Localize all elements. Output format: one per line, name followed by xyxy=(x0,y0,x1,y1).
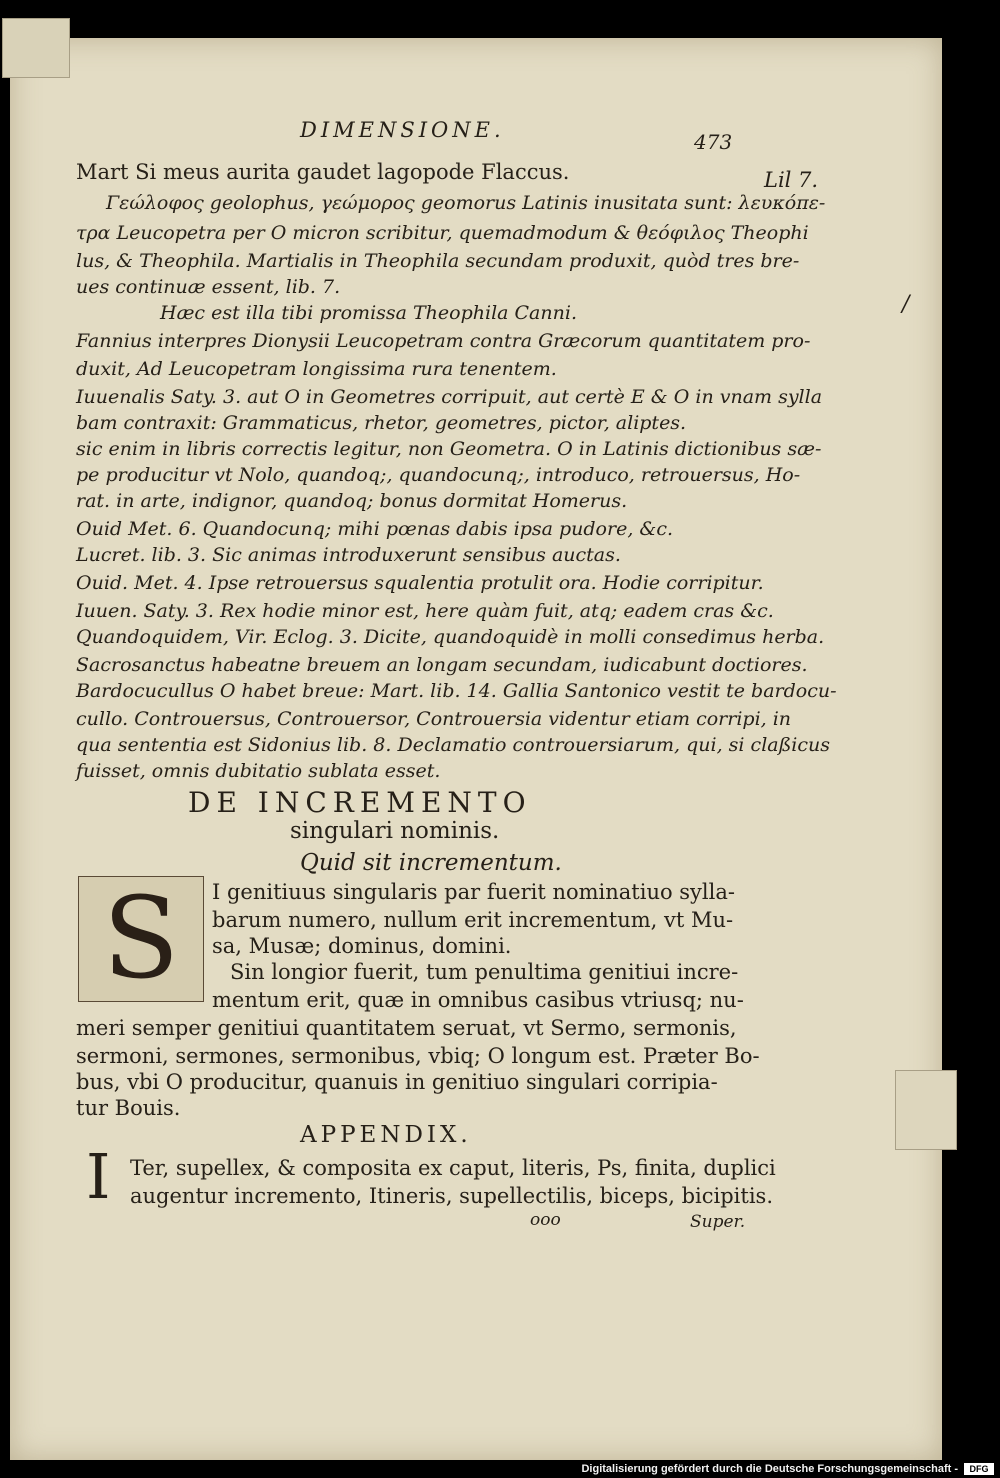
paragraph-line: mentum erit, quæ in omnibus casibus vtriusq; nu- xyxy=(212,988,744,1012)
text-line: Lucret. lib. 3. Sic animas introduxerunt sensibus auctas. xyxy=(76,544,621,566)
text-line: cullo. Controuersus, Controuersor, Controuersia videntur etiam corripi, in xyxy=(76,708,792,730)
text-line: Iuuen. Saty. 3. Rex hodie minor est, here quàm fuit, atq; eadem cras &c. xyxy=(76,600,774,622)
text-line: Sacrosanctus habeatne breuem an longam secundam, iudicabunt doctiores. xyxy=(76,654,808,676)
section-heading: Quid sit incrementum. xyxy=(300,850,562,876)
paragraph-line: sermoni, sermones, sermonibus, vbiq; O longum est. Præter Bo- xyxy=(76,1044,760,1068)
catchword: Super. xyxy=(690,1212,746,1232)
section-subtitle: singulari nominis. xyxy=(290,818,500,844)
text-line: τρα Leucopetra per O micron scribitur, quemadmodum & θεόφιλος Theophi xyxy=(76,222,809,244)
funding-credit: Digitalisierung gefördert durch die Deutsche Forschungsgemeinschaft - xyxy=(581,1463,958,1475)
text-line: rat. in arte, indignor, quandoq; bonus dormitat Homerus. xyxy=(76,490,628,512)
text-line: fuisset, omnis dubitatio sublata esset. xyxy=(76,760,441,782)
running-title: DIMENSIONE. xyxy=(300,118,505,142)
text-line: Iuuenalis Saty. 3. aut O in Geometres corripuit, aut certè E & O in vnam sylla xyxy=(76,386,823,408)
dfg-logo-icon: DFG xyxy=(964,1463,994,1475)
paragraph-line: Sin longior fuerit, tum penultima genitiui incre- xyxy=(230,960,739,984)
margin-note: Lil 7. xyxy=(764,168,819,192)
page-number: 473 xyxy=(694,130,733,154)
signature-mark: ooo xyxy=(530,1210,561,1230)
text-line: qua sententia est Sidonius lib. 8. Declamatio controuersiarum, qui, si claßicus xyxy=(76,734,830,756)
appendix-line: Ter, supellex, & composita ex caput, literis, Ps, finita, duplici xyxy=(130,1156,776,1180)
text-line: sic enim in libris correctis legitur, non Geometra. O in Latinis dictionibus sæ- xyxy=(76,438,822,460)
paragraph-line: sa, Musæ; dominus, domini. xyxy=(212,934,512,958)
text-line: lus, & Theophila. Martialis in Theophila secundam produxit, quòd tres bre- xyxy=(76,250,800,272)
text-line: Mart Si meus aurita gaudet lagopode Flaccus. xyxy=(76,160,570,184)
paper-tab-top-left xyxy=(2,18,70,78)
text-line: Fannius interpres Dionysii Leucopetram contra Græcorum quantitatem pro- xyxy=(76,330,811,352)
text-line: Ouid Met. 6. Quandocunq; mihi pœnas dabis ipsa pudore, &c. xyxy=(76,518,673,540)
text-line: duxit, Ad Leucopetram longissima rura tenentem. xyxy=(76,358,557,380)
paper-tab-right xyxy=(895,1070,957,1150)
margin-mark: / xyxy=(902,292,910,317)
text-line: Quandoquidem, Vir. Eclog. 3. Dicite, quandoquidè in molli consedimus herba. xyxy=(76,626,825,648)
paragraph-line: barum numero, nullum erit incrementum, vt Mu- xyxy=(212,908,734,932)
text-line: Bardocucullus O habet breue: Mart. lib. 14. Gallia Santonico vestit te bardocu- xyxy=(76,680,837,702)
text-line: Γεώλοφος geolophus, γεώμορος geomorus Latinis inusitata sunt: λευκόπε- xyxy=(106,192,826,214)
text-line: Ouid. Met. 4. Ipse retrouersus squalentia protulit ora. Hodie corripitur. xyxy=(76,572,764,594)
text-line: bam contraxit: Grammaticus, rhetor, geometres, pictor, aliptes. xyxy=(76,412,687,434)
text-line: pe producitur vt Nolo, quandoq;, quandocunq;, introduco, retrouersus, Ho- xyxy=(76,464,801,486)
text-line: ues continuæ essent, lib. 7. xyxy=(76,276,341,298)
paragraph-line: meri semper genitiui quantitatem seruat, vt Sermo, sermonis, xyxy=(76,1016,737,1040)
decorated-initial xyxy=(78,876,204,1002)
appendix-line: augentur incremento, Itineris, supellectilis, biceps, bicipitis. xyxy=(130,1184,774,1208)
paragraph-line: bus, vbi O producitur, quanuis in genitiuo singulari corripia- xyxy=(76,1070,718,1094)
appendix-title: APPENDIX. xyxy=(300,1122,472,1148)
section-title: DE INCREMENTO xyxy=(188,786,532,819)
paragraph-line: tur Bouis. xyxy=(76,1096,181,1120)
appendix-initial: I xyxy=(86,1140,111,1213)
drop-cap-letter: S xyxy=(102,874,180,1004)
paragraph-line: I genitiuus singularis par fuerit nominatiuo sylla- xyxy=(212,880,735,904)
text-line: Hæc est illa tibi promissa Theophila Canni. xyxy=(160,302,577,324)
